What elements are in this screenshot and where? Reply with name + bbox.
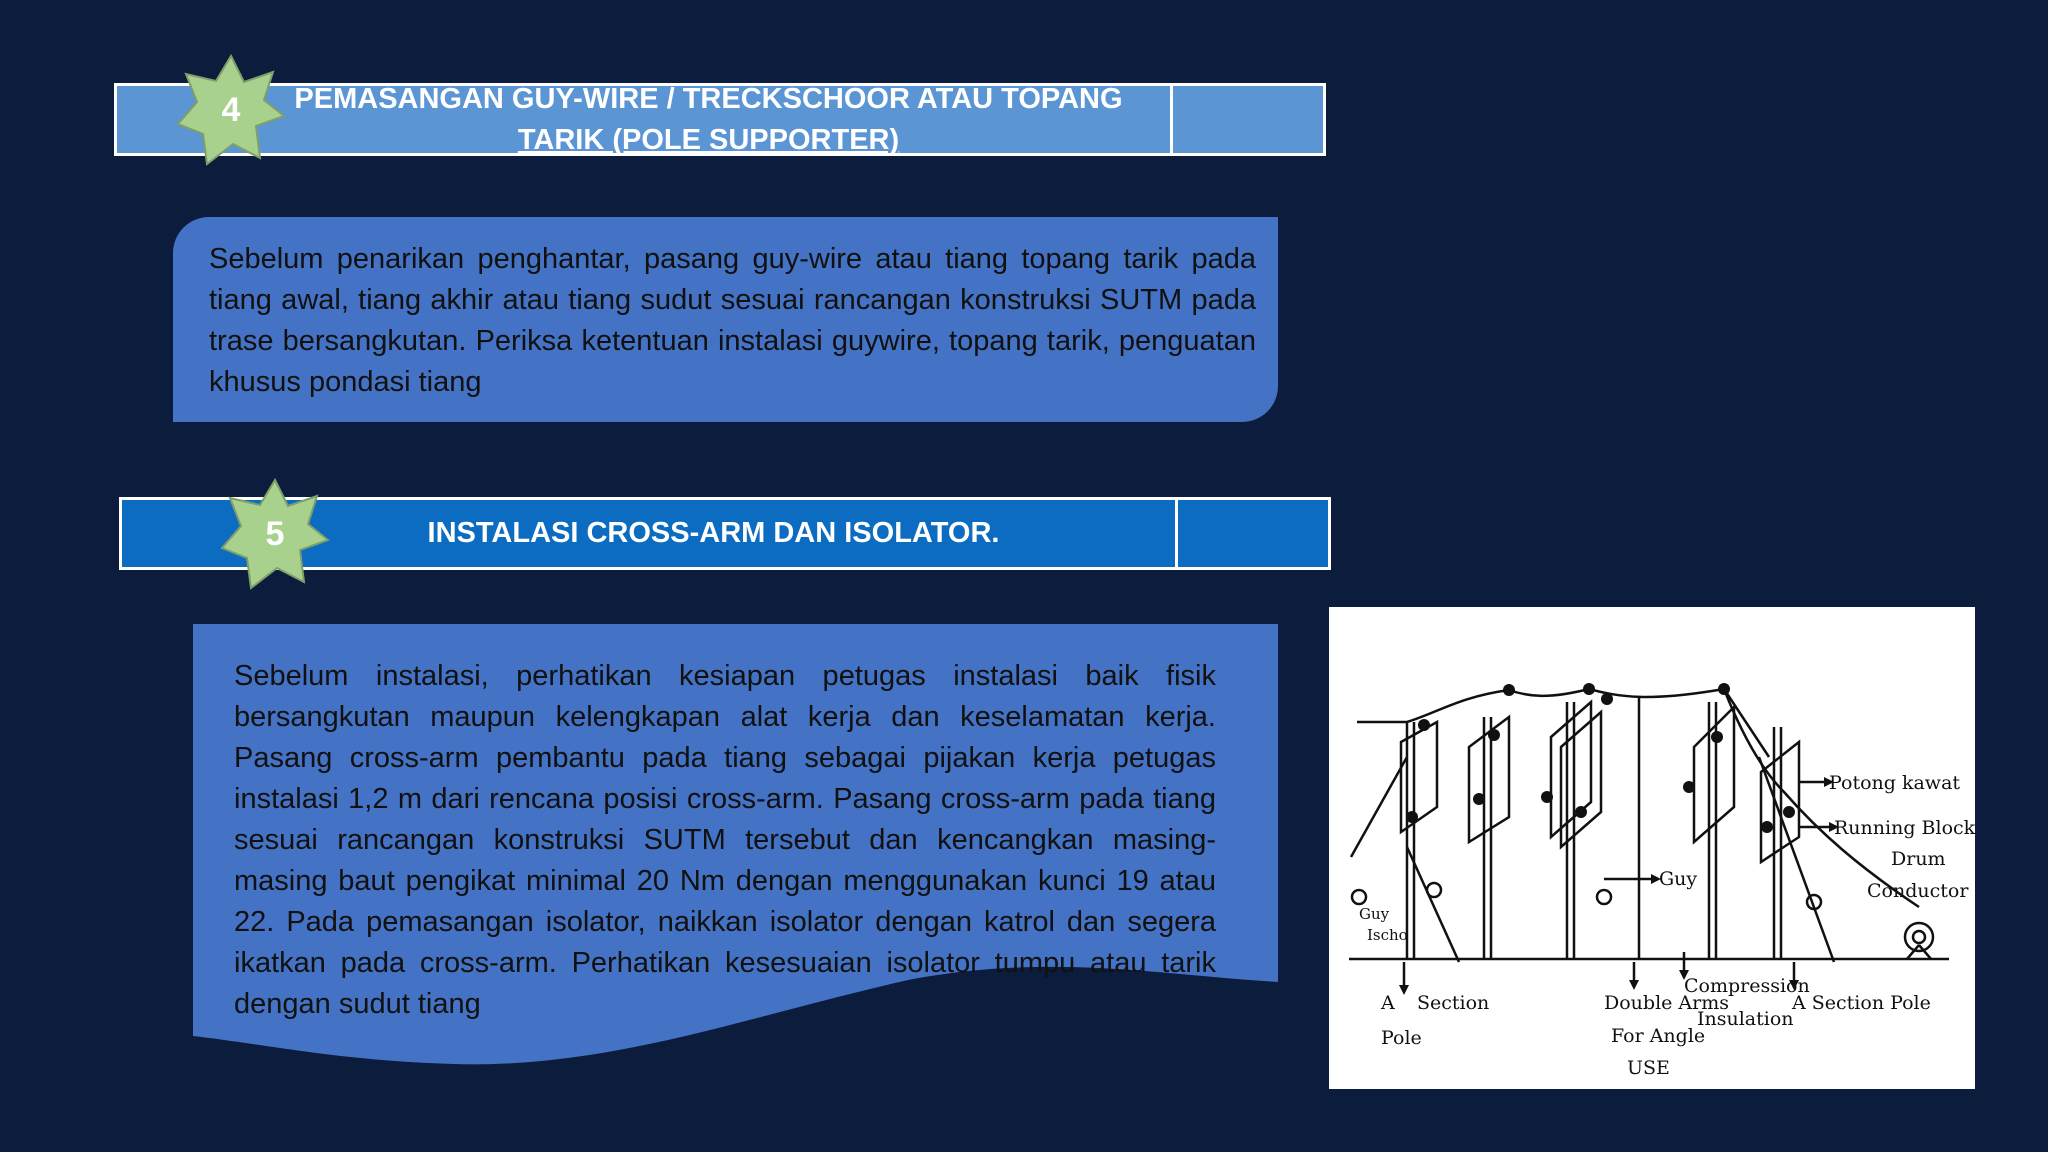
- label-a-left: A: [1381, 992, 1395, 1014]
- section-5-number: 5: [265, 514, 285, 553]
- label-a-section-pole: A Section Pole: [1792, 992, 1931, 1014]
- label-compression-1: Compression: [1684, 975, 1810, 997]
- section-5-body: Sebelum instalasi, perhatikan kesiapan petugas instalasi baik fisik bersangkutan maupun kelengkapan alat kerja dan keselamatan kerja. Pasang cross-arm pembantu pada tiang sebagai pijakan kerja petugas instalasi 1,2 m dari rencana posisi cross-arm. Pasang cross-arm pada tiang sesuai rancangan konstruksi SUTM tersebut dan kencangkan masing-masing baut pengikat minimal 20 Nm dengan menggunakan kunci 19 atau 22. Pada pemasangan isolator, naikkan isolator dengan katrol dan segera ikatkan pada cross-arm. Perhatikan kesesuaian isolator tumpu atau tarik dengan sudut tiang: [234, 660, 1216, 1020]
- section-4-title-line2: TARIK (POLE SUPPORTER): [517, 123, 900, 156]
- section-5-star-badge: [220, 478, 330, 590]
- label-guy: Guy: [1659, 868, 1698, 890]
- label-section: Section: [1417, 992, 1490, 1014]
- section-4-body: Sebelum penarikan penghantar, pasang guy-wire atau tiang topang tarik pada tiang awal, tiang akhir atau tiang sudut sesuai rancangan konstruksi SUTM pada trase bersangkutan. Periksa ketentuan instalasi guywire, topang tarik, penguatan khusus pondasi tiang: [209, 243, 1256, 398]
- section-5-text-panel: [193, 656, 1278, 1056]
- section-4-number: 4: [221, 90, 241, 129]
- section-4-star-badge: [176, 54, 286, 166]
- stringing-diagram-drawing: [1329, 607, 1975, 1089]
- label-double-arms-2: For Angle: [1611, 1025, 1706, 1047]
- section-5-header-end-cell: [1175, 500, 1328, 567]
- section-5-title: INSTALASI CROSS-ARM DAN ISOLATOR.: [427, 517, 1000, 549]
- label-potong-kawat: Potong kawat: [1829, 772, 1961, 794]
- label-running-block: Running Block: [1834, 817, 1975, 839]
- label-guy-left-2: Ischo: [1367, 926, 1408, 944]
- section-4-text-panel: [173, 217, 1278, 422]
- label-compression-2: Insulation: [1697, 1008, 1794, 1030]
- label-drum: Drum: [1891, 848, 1946, 870]
- label-double-arms-3: USE: [1627, 1057, 1670, 1079]
- label-conductor: Conductor: [1867, 880, 1969, 902]
- section-4-header: [114, 83, 1326, 156]
- label-pole-left: Pole: [1381, 1027, 1422, 1049]
- section-4-title-line1: PEMASANGAN GUY-WIRE / TRECKSCHOOR ATAU TOPANG: [294, 82, 1123, 115]
- label-double-arms-1: Double Arms: [1604, 992, 1730, 1014]
- stringing-diagram: [1329, 607, 1975, 1089]
- section-4-header-end-cell: [1170, 86, 1323, 153]
- label-guy-left-1: Guy: [1359, 905, 1390, 923]
